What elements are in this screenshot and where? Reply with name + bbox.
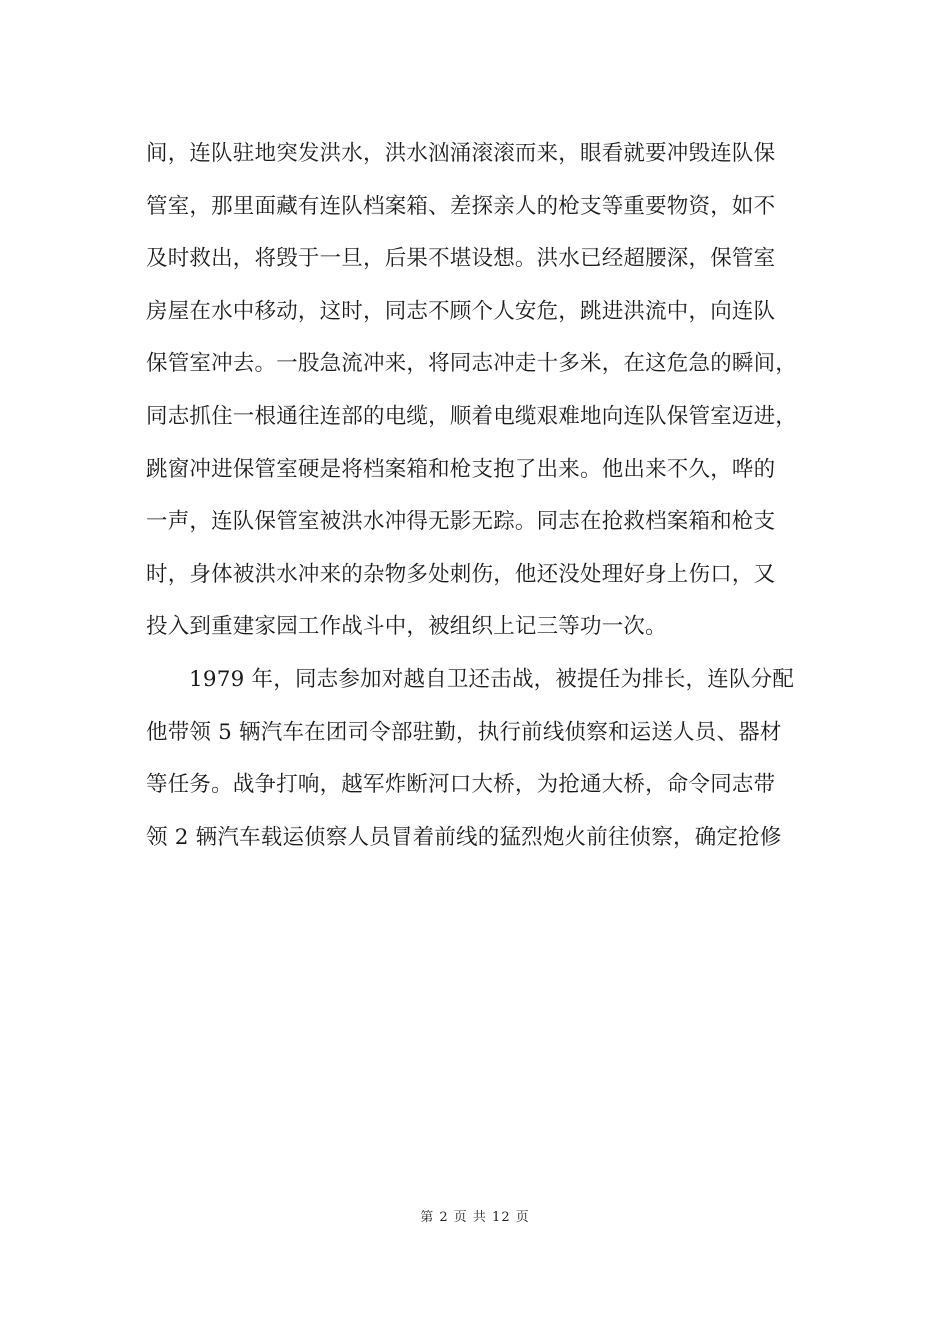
- text-line: 他带领 5 辆汽车在团司令部驻勤，执行前线侦察和运送人员、器材: [146, 719, 782, 745]
- body-text: [146, 136, 836, 872]
- text-line: 房屋在水中移动，这时，同志不顾个人安危，跳进洪流中，向连队: [146, 298, 776, 324]
- text-line: 管室，那里面藏有连队档案箱、差探亲人的枪支等重要物资，如不: [146, 193, 776, 219]
- text-line: 一声，连队保管室被洪水冲得无影无踪。同志在抢救档案箱和枪支: [146, 509, 776, 535]
- paragraph-start-line: 1979 年，同志参加对越自卫还击战，被提任为排长，连队分配: [189, 666, 795, 692]
- text-line: 同志抓住一根通往连部的电缆，顺着电缆艰难地向连队保管室迈进，: [146, 403, 798, 429]
- text-line: 时，身体被洪水冲来的杂物多处刺伤，他还没处理好身上伤口，又: [146, 561, 776, 587]
- text-line: 等任务。战争打响，越军炸断河口大桥，为抢通大桥，命令同志带: [146, 772, 776, 798]
- text-line: 及时救出，将毁于一旦，后果不堪设想。洪水已经超腰深，保管室: [146, 246, 776, 272]
- text-line: 间，连队驻地突发洪水，洪水汹涌滚滚而来，眼看就要冲毁连队保: [146, 141, 776, 166]
- text-line: 跳窗冲进保管室硬是将档案箱和枪支抱了出来。他出来不久，哗的: [146, 456, 776, 482]
- text-line: 保管室冲去。一股急流冲来，将同志冲走十多米，在这危急的瞬间，: [146, 351, 798, 377]
- page-number-footer: 第 2 页 共 12 页: [420, 1210, 530, 1225]
- text-line: 投入到重建家园工作战斗中，被组织上记三等功一次。: [146, 614, 667, 640]
- text-line: 领 2 辆汽车载运侦察人员冒着前线的猛烈炮火前往侦察，确定抢修: [146, 824, 782, 850]
